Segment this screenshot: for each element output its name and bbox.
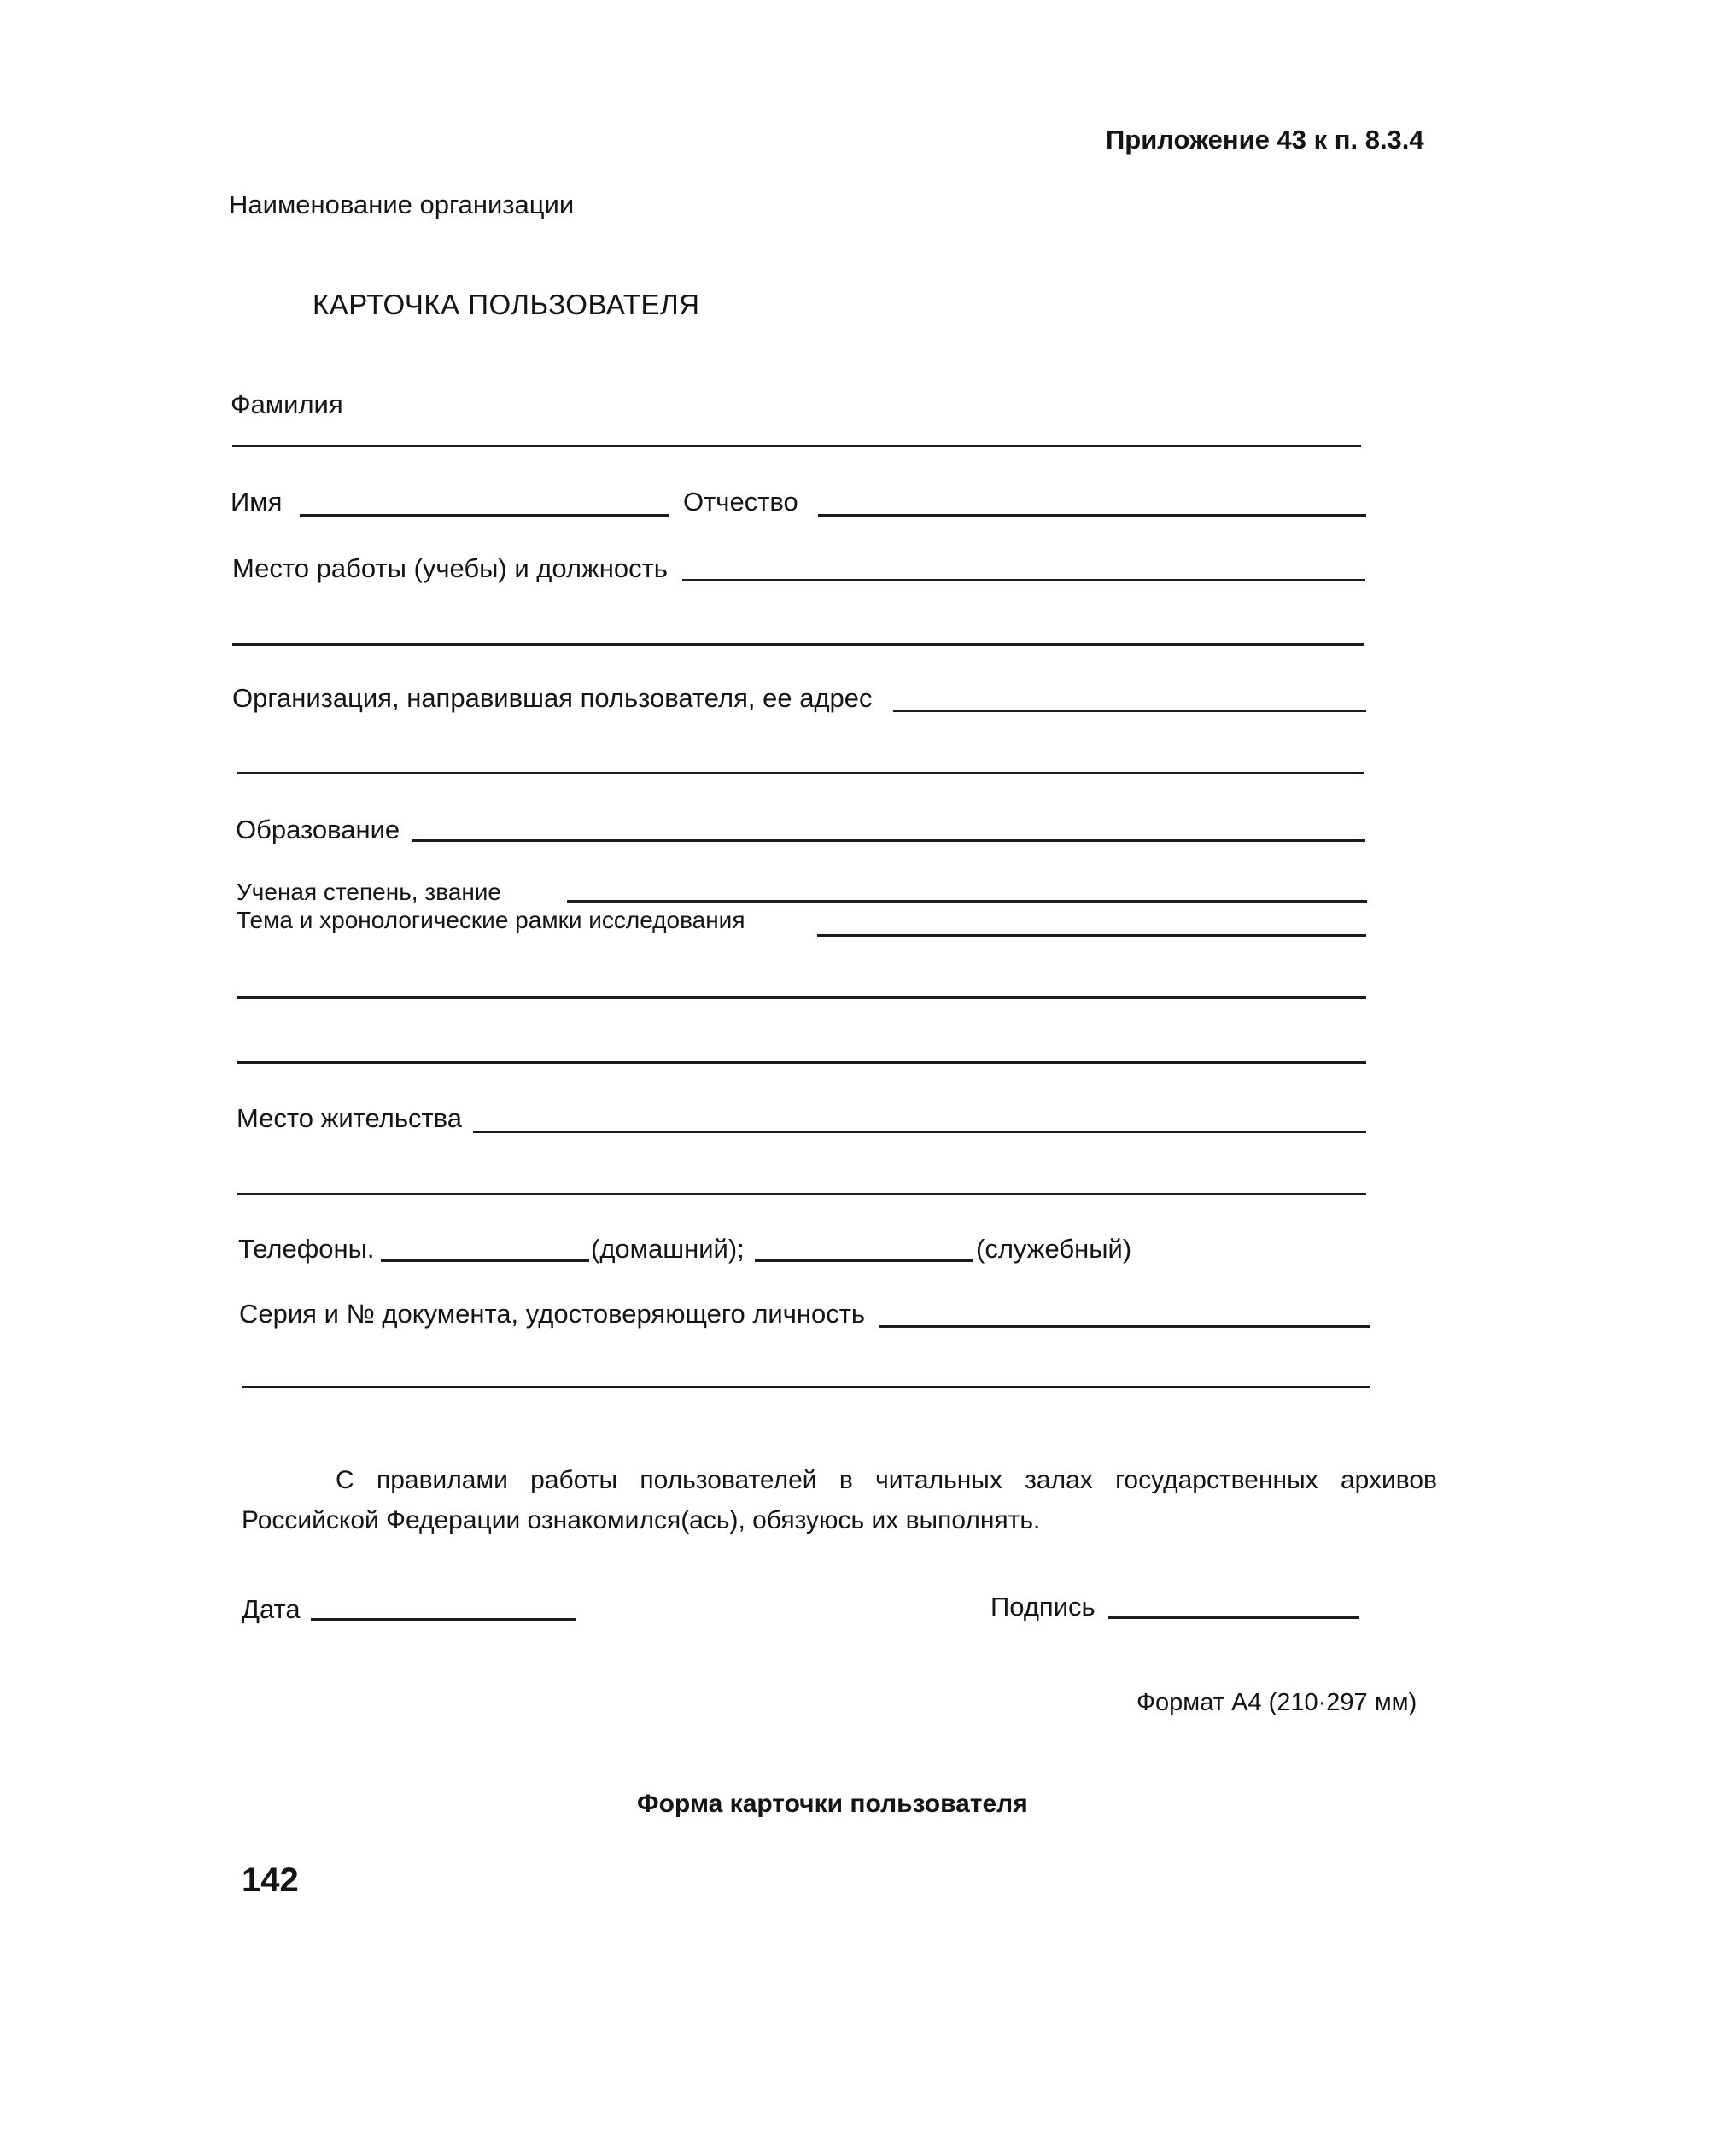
education-label: Образование [236,815,400,844]
annex-reference: Приложение 43 к п. 8.3.4 [1106,125,1424,155]
referring-org-label: Организация, направившая пользователя, ее адрес [232,683,873,713]
organization-label: Наименование организации [229,190,575,219]
phone-work-label: (служебный) [976,1234,1132,1264]
id-document-line[interactable] [879,1325,1370,1328]
research-topic-label: Тема и хронологические рамки исследования [237,907,745,933]
referring-org-line[interactable] [893,710,1366,712]
research-topic-line-2[interactable] [237,996,1366,999]
research-topic-line[interactable] [817,934,1366,937]
phone-home-line[interactable] [381,1259,589,1262]
form-caption: Форма карточки пользователя [637,1790,1028,1818]
residence-line-2[interactable] [237,1193,1366,1195]
first-name-line[interactable] [300,514,669,517]
research-topic-line-3[interactable] [237,1061,1366,1064]
degree-label: Ученая степень, звание [237,879,501,905]
phone-home-label: (домашний); [591,1234,745,1264]
workplace-line[interactable] [682,579,1365,581]
date-label: Дата [242,1594,301,1624]
residence-label: Место жительства [237,1103,463,1133]
patronymic-label: Отчество [683,487,798,517]
agreement-text: С правилами работы пользователей в читальных залах государственных архивов Российской Федерации ознакомился(ась), обязуюсь их выполнять. [242,1466,1437,1534]
surname-line[interactable] [232,445,1361,447]
education-line[interactable] [412,839,1365,842]
id-document-label: Серия и № документа, удостоверяющего личность [239,1299,866,1329]
phones-label: Телефоны. [238,1234,375,1264]
id-document-line-2[interactable] [242,1386,1370,1388]
workplace-label: Место работы (учебы) и должность [232,553,668,583]
first-name-label: Имя [231,487,283,517]
patronymic-line[interactable] [818,514,1366,517]
signature-label: Подпись [990,1592,1096,1621]
residence-line[interactable] [473,1131,1366,1133]
date-line[interactable] [311,1618,576,1621]
degree-line[interactable] [567,900,1367,903]
format-note: Формат А4 (210·297 мм) [1136,1689,1417,1716]
referring-org-line-2[interactable] [237,772,1364,774]
workplace-line-2[interactable] [232,643,1364,646]
card-title: КАРТОЧКА ПОЛЬЗОВАТЕЛЯ [313,289,700,320]
phone-work-line[interactable] [755,1259,973,1262]
signature-line[interactable] [1108,1616,1359,1619]
page-number: 142 [242,1861,299,1899]
surname-label: Фамилия [231,389,343,419]
